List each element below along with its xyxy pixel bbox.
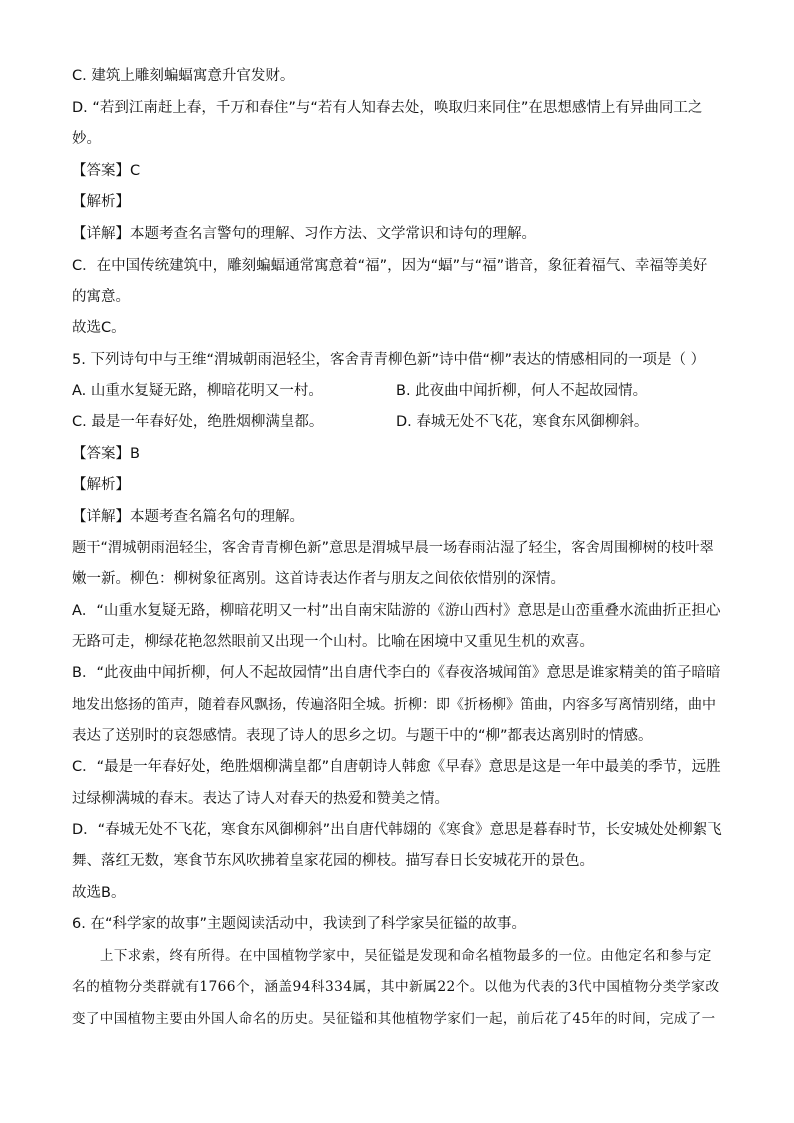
explanation-line: C．在中国传统建筑中，雕刻蝙蝠通常寓意着“福”，因为“蝠”与“福”谐音，象征着福气、幸福等美好 [72, 258, 708, 274]
choice-line: 故选C。 [72, 320, 126, 336]
option-c: C. 最是一年春好处，绝胜烟柳满皇都。 [72, 414, 324, 430]
explanation-line: A．“山重水复疑无路，柳暗花明又一村”出自南宋陆游的《游山西村》意思是山峦重叠水流曲折正担心 [72, 603, 721, 619]
passage-line: 变了中国植物主要由外国人命名的历史。吴征镒和其他植物学家们一起，前后花了45年的时间，完成了一 [72, 1011, 716, 1027]
passage-line: 上下求索，终有所得。在中国植物学家中，吴征镒是发现和命名植物最多的一位。由他定名和参与定 [100, 948, 712, 964]
detail-line: 【详解】本题考查名篇名句的理解。 [72, 509, 304, 525]
option-d-continued: 妙。 [72, 131, 101, 147]
option-d-line: D. “若到江南赶上春，千万和春住”与“若有人知春去处，唤取归来同住”在思想感情上有异曲同工之 [72, 100, 703, 116]
explanation-line: 过绿柳满城的春末。表达了诗人对春天的热爱和赞美之情。 [72, 791, 449, 807]
option-c-line: C. 建筑上雕刻蝙蝠寓意升官发财。 [72, 68, 295, 84]
analysis-label: 【解析】 [72, 477, 130, 493]
option-d: D. 春城无处不飞花，寒食东风御柳斜。 [396, 414, 649, 430]
explanation-line: B．“此夜曲中闻折柳，何人不起故园情”出自唐代李白的《春夜洛城闻笛》意思是谁家精美的笛子暗暗 [72, 665, 721, 681]
explanation-line: 表达了送别时的哀怨感情。表现了诗人的思乡之切。与题干中的“柳”都表达离别时的情感。 [72, 728, 653, 744]
explanation-line: D．“春城无处不飞花，寒食东风御柳斜”出自唐代韩翃的《寒食》意思是暮春时节，长安城处处柳絮飞 [72, 822, 722, 838]
explanation-line: 无路可走，柳绿花艳忽然眼前又出现一个山村。比喻在困境中又重见生机的欢喜。 [72, 634, 594, 650]
option-b: B. 此夜曲中闻折柳，何人不起故园情。 [396, 383, 648, 399]
explanation-line: 题干“渭城朝雨浥轻尘，客舍青青柳色新”意思是渭城早晨一场春雨沾湿了轻尘，客舍周围柳树的枝叶翠 [72, 540, 714, 556]
question-6-stem: 6. 在“科学家的故事”主题阅读活动中，我读到了科学家吴征镒的故事。 [72, 916, 526, 932]
explanation-line: 地发出悠扬的笛声，随着春风飘扬，传遍洛阳全城。折柳：即《折杨柳》笛曲，内容多写离情别绪，曲中 [72, 697, 716, 713]
explanation-line: 嫩一新。柳色：柳树象征离别。这首诗表达作者与朋友之间依依惜别的深情。 [72, 571, 565, 587]
question-5-stem: 5. 下列诗句中与王维“渭城朝雨浥轻尘，客舍青青柳色新”诗中借“柳”表达的情感相同的一项是（ ） [72, 352, 706, 368]
option-a: A. 山重水复疑无路，柳暗花明又一村。 [72, 383, 323, 399]
explanation-line: C．“最是一年春好处，绝胜烟柳满皇都”自唐朝诗人韩愈《早春》意思是这是一年中最美的季节，远胜 [72, 759, 721, 775]
detail-line: 【详解】本题考查名言警句的理解、习作方法、文学常识和诗句的理解。 [72, 226, 536, 242]
answer-label: 【答案】B [72, 446, 140, 462]
answer-label: 【答案】C [72, 163, 141, 179]
choice-line: 故选B。 [72, 885, 126, 901]
explanation-line: 的寓意。 [72, 289, 130, 305]
explanation-line: 舞、落红无数，寒食节东风吹拂着皇家花园的柳枝。描写春日长安城花开的景色。 [72, 853, 594, 869]
passage-line: 名的植物分类群就有1766个，涵盖94科334属，其中新属22个。以他为代表的3代中国植物分类学家改 [72, 979, 720, 995]
analysis-label: 【解析】 [72, 194, 130, 210]
